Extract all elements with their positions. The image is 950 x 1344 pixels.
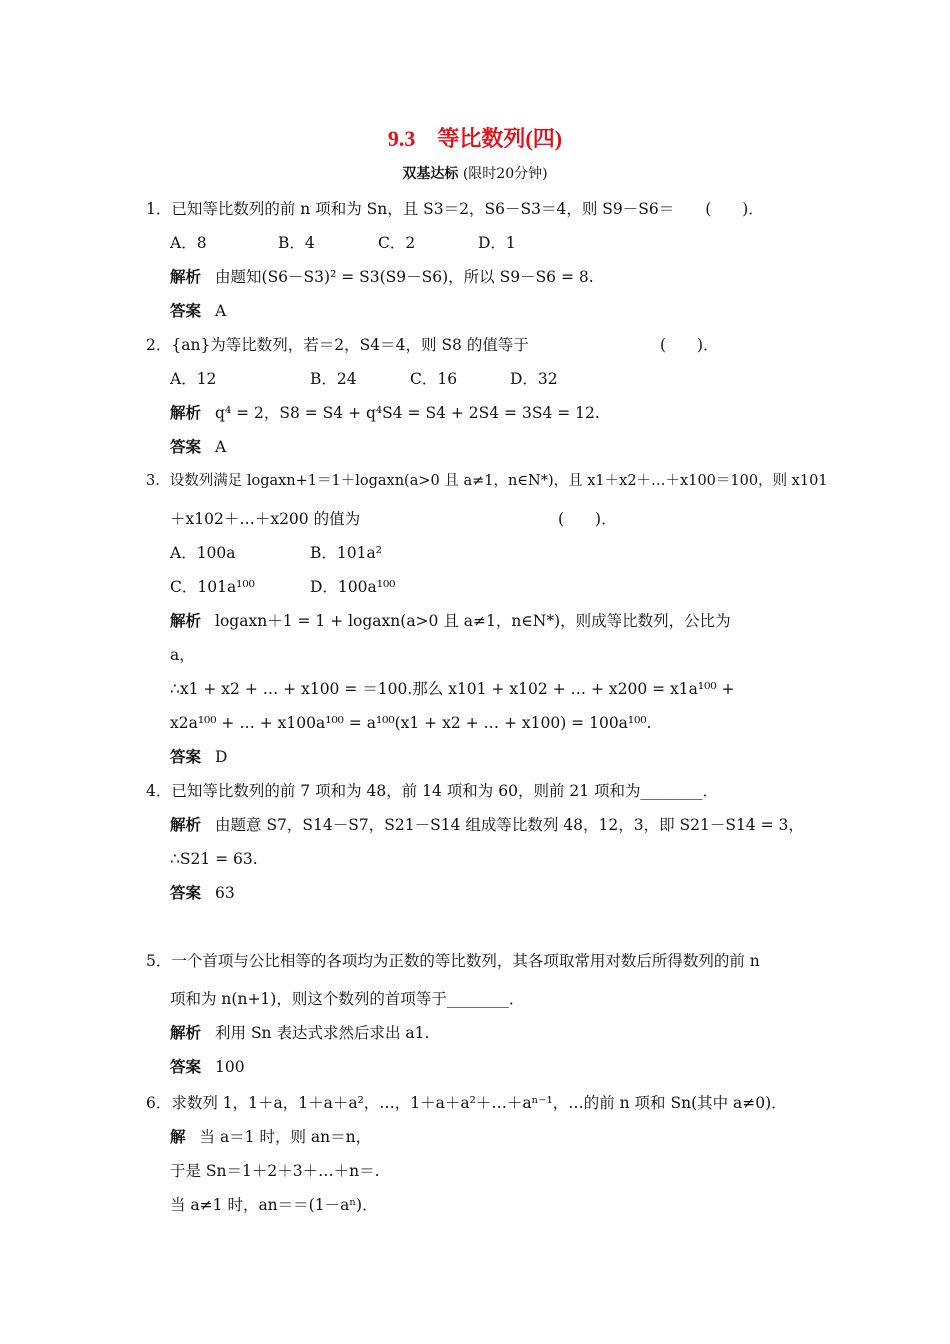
q1-options [170,232,516,254]
q3-answer [170,746,227,768]
q3-bracket: ( )． [558,510,617,528]
q1-option-b: B．4 [278,234,315,252]
q5-answer-text: 100 [215,1058,245,1076]
q1-answer [170,300,226,322]
q3-answer-text: D [215,748,228,766]
q6-solution-text1: 当 a＝1 时，则 an＝n， [199,1128,372,1146]
q3-analysis-line4: x2a¹⁰⁰ + … + x100a¹⁰⁰ = a¹⁰⁰(x1 + x2 + … + x100) = 100a¹⁰⁰. [170,714,652,732]
q5-stem-line1: 5．一个首项与公比相等的各项均为正数的等比数列，其各项取常用对数后所得数列的前 n [146,952,760,970]
q3-stem-line1: 3．设数列满足 logaxn+1＝1＋logaxn(a>0 且 a≠1，n∈N*)，且 x1＋x2＋…＋x100＝100，则 x101 [146,473,828,489]
answer-label: 答案 [170,301,202,320]
q2-stem: 2．{an}为等比数列，若＝2，S4＝4，则 S8 的值等于 [146,336,529,354]
q1-stem: 1．已知等比数列的前 n 项和为 Sn，且 S3＝2，S6－S3＝4，则 S9－S6＝ ( )． [146,200,764,218]
q6-solution-line1 [170,1126,371,1148]
q4-answer [170,882,235,904]
answer-label: 答案 [170,437,202,456]
q1-option-a: A．8 [170,234,207,252]
q2-option-b: B．24 [310,370,357,388]
q5-analysis [170,1022,429,1044]
q5-analysis-text: 利用 Sn 表达式求然后求出 a1. [215,1024,430,1042]
q1-option-d: D．1 [478,234,516,252]
q4-analysis-line1 [170,814,804,836]
answer-label: 答案 [170,1057,202,1076]
q1-analysis [170,266,594,288]
page-title: 9.3 等比数列(四) [387,126,563,151]
q4-analysis-line2: ∴S21 = 63. [170,850,258,868]
q1-answer-text: A [215,302,227,320]
q1-option-c: C．2 [378,234,416,252]
q3-analysis-text1: logaxn＋1 = 1 + logaxn(a>0 且 a≠1，n∈N*)，则成等比数列，公比为 [215,612,731,630]
q2-bracket: ( )． [660,336,719,354]
q4-analysis-text1: 由题意 S7，S14－S7，S21－S14 组成等比数列 48，12，3，即 S21－S14 = 3， [215,816,804,834]
q6-solution-line2: 于是 Sn＝1＋2＋3＋…＋n＝. [170,1162,380,1180]
q2-option-d: D．32 [510,370,558,388]
q2-answer-text: A [215,438,227,456]
q6-stem: 6．求数列 1，1＋a，1＋a＋a²，…，1＋a＋a²＋…＋aⁿ⁻¹，…的前 n 项和 Sn(其中 a≠0)． [146,1094,787,1112]
q3-options-row1 [170,542,382,564]
q3-analysis-line2: a， [170,646,195,664]
answer-label: 答案 [170,747,202,766]
q2-option-a: A．12 [170,370,217,388]
q5-answer [170,1056,245,1078]
q2-analysis-text: q⁴ = 2，S8 = S4 + q⁴S4 = S4 + 2S4 = 3S4 = 12. [215,404,600,422]
analysis-label: 解析 [170,611,202,630]
q6-solution-line3: 当 a≠1 时，an＝＝(1－aⁿ)． [170,1196,378,1214]
q3-option-d: D．100a¹⁰⁰ [310,578,396,596]
subtitle-bold: 双基达标 [402,166,459,182]
q3-options-row2 [170,576,395,598]
subtitle-rest: (限时20分钟) [462,166,548,182]
analysis-label: 解析 [170,1023,202,1042]
q3-option-a: A．100a [170,544,236,562]
q3-stem-line2: ＋x102＋…＋x200 的值为 [170,510,361,528]
analysis-label: 解析 [170,403,202,422]
analysis-label: 解析 [170,267,202,286]
analysis-label: 解析 [170,815,202,834]
solution-label: 解 [170,1127,186,1146]
q2-answer [170,436,226,458]
q2-options [170,368,558,390]
q3-analysis-line1 [170,610,731,632]
q2-option-c: C．16 [410,370,458,388]
q4-answer-text: 63 [215,884,235,902]
q3-option-b: B．101a² [310,544,382,562]
answer-label: 答案 [170,883,202,902]
q2-analysis [170,402,600,424]
q3-analysis-line3: ∴x1 + x2 + … + x100 = ＝100.那么 x101 + x102 + … + x200 = x1a¹⁰⁰ + [170,680,735,698]
q4-stem: 4．已知等比数列的前 7 项和为 48，前 14 项和为 60，则前 21 项和为________． [146,782,719,800]
q3-option-c: C．101a¹⁰⁰ [170,578,255,596]
q1-analysis-text: 由题知(S6－S3)² = S3(S9－S6)，所以 S9－S6 = 8. [215,268,594,286]
section-subtitle [0,163,950,183]
q5-stem-line2: 项和为 n(n+1)，则这个数列的首项等于________． [170,990,525,1008]
